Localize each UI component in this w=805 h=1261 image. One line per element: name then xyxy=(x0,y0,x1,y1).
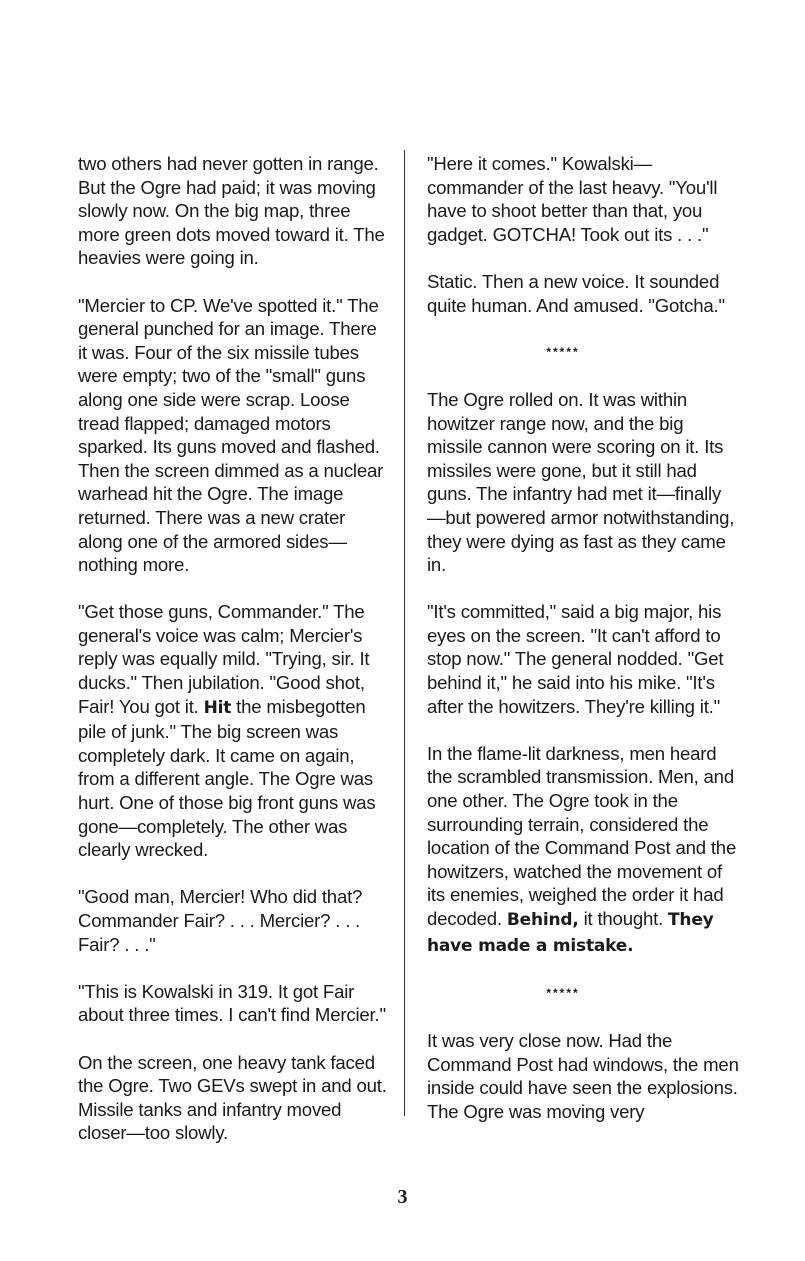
column-divider xyxy=(404,150,405,1116)
emphasis-text: Behind, xyxy=(506,910,579,930)
paragraph: It was very close now. Had the Command Post had windows, the men inside could have seen the explosions. The Ogre was moving very xyxy=(427,1029,739,1122)
paragraph: Static. Then a new voice. It sounded quite human. And amused. "Gotcha." xyxy=(427,270,725,316)
section-separator: ***** xyxy=(546,344,580,359)
paragraph: On the screen, one heavy tank faced the Ogre. Two GEVs swept in and out. Missile tanks and infantry moved closer—too slowly. xyxy=(78,1051,387,1144)
paragraph: The Ogre rolled on. It was within howitzer range now, and the big missile cannon were scoring on it. Its missiles were gone, but it still had guns. The infantry had met it—finally—but powered armor notwithstanding, they were dying as fast as they came in. xyxy=(427,388,735,576)
page-number: 3 xyxy=(397,1186,408,1208)
paragraph: "Good man, Mercier! Who did that? Commander Fair? . . . Mercier? . . . Fair? . . ." xyxy=(78,886,363,955)
right-column xyxy=(427,152,739,1123)
paragraph: "It's committed," said a big major, his eyes on the screen. "It can't afford to stop now." The general nodded. "Get behind it," he said into his mike. "It's after the howitzers. They're killing it." xyxy=(427,601,724,717)
paragraph: "Here it comes." Kowalski—commander of the last heavy. "You'll have to shoot better than that, you gadget. GOTCHA! Took out its . . ." xyxy=(427,153,718,245)
left-column xyxy=(78,152,390,1145)
emphasis-text: They have made a mistake. xyxy=(427,910,714,956)
paragraph: "Mercier to CP. We've spotted it." The general punched for an image. There it was. Four of the six missile tubes were empty; two of the "small" guns along one side were scrap. Loose tread flapped; damaged motors sparked. Its guns moved and flashed. Then the screen dimmed as a nuclear warhead hit the Ogre. The image returned. There was a new crater along one of the armored sides—nothing more. xyxy=(78,294,384,576)
paragraph: "This is Kowalski in 319. It got Fair about three times. I can't find Mercier." xyxy=(78,980,386,1026)
section-separator: ***** xyxy=(546,985,580,1000)
paragraph: In the flame-lit darkness, men heard the scrambled transmission. Men, and one other. The Ogre took in the surrounding terrain, considered the location of the Command Post and the howitzers, watched the movement of its enemies, weighed the order it had decoded. Behind, it thought. They have made a mistake. xyxy=(427,742,737,956)
paragraph: "Get those guns, Commander." The general's voice was calm; Mercier's reply was equally mild. "Trying, sir. It ducks." Then jubilation. "Good shot, Fair! You got it. Hit the misbegotten pile of junk." The big screen was completely dark. It came on again, from a different angle. The Ogre was hurt. One of those big front guns was gone—completely. The other was clearly wrecked. xyxy=(78,601,376,861)
paragraph: two others had never gotten in range. But the Ogre had paid; it was moving slowly now. On the big map, three more green dots moved toward it. The heavies were going in. xyxy=(78,153,385,269)
emphasis-text: Hit xyxy=(203,697,232,718)
